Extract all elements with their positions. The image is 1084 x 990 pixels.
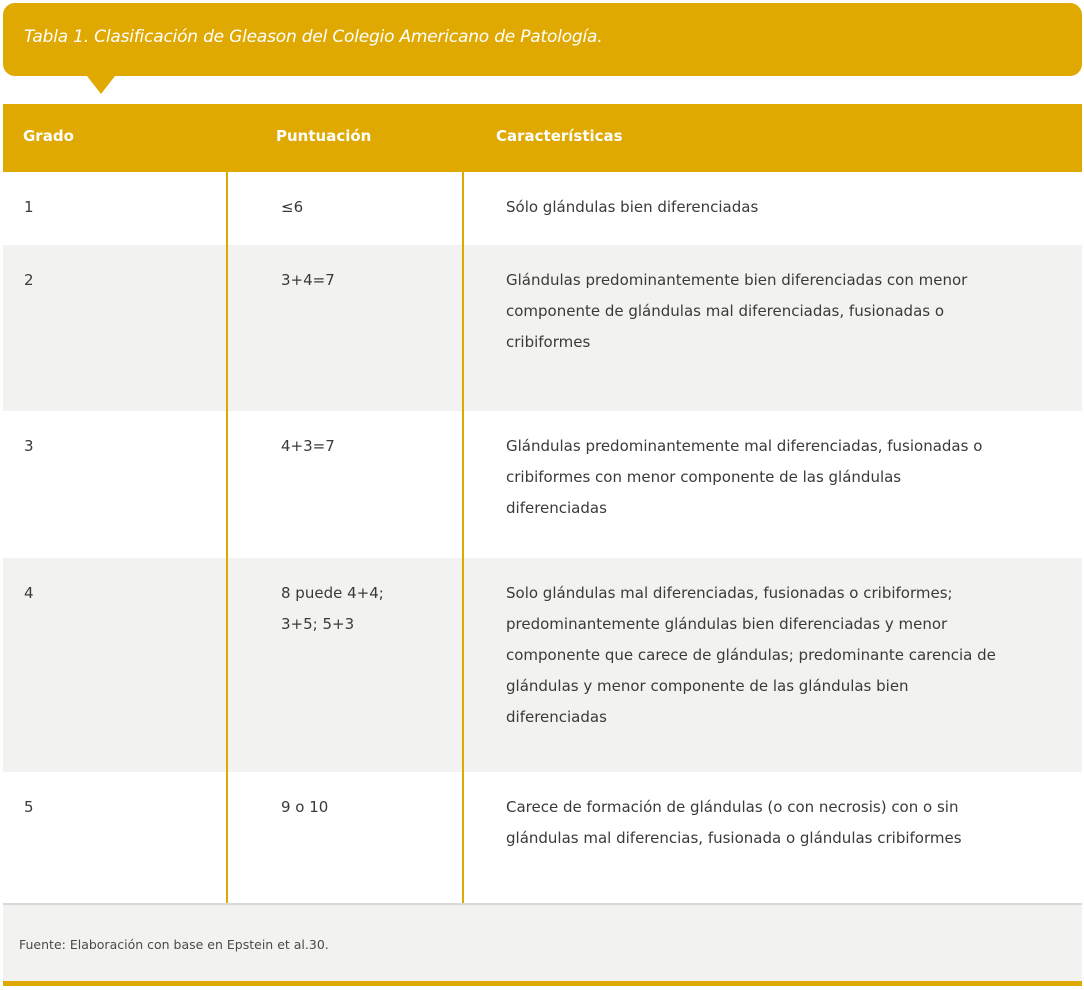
cell-caracteristicas: Sólo glándulas bien diferenciadas	[506, 198, 759, 216]
cell-grado: 1	[24, 198, 34, 216]
cell-caracteristicas: Carece de formación de glándulas (o con necrosis) con o sin glándulas mal diferencias, fusionada o glándulas cribiformes	[506, 798, 962, 847]
header-grado: Grado	[23, 127, 74, 145]
column-divider	[226, 172, 228, 903]
source-note: Fuente: Elaboración con base en Epstein et al.30.	[19, 937, 329, 952]
table-row	[3, 411, 1082, 558]
cell-grado: 5	[24, 798, 34, 816]
table-body	[3, 172, 1082, 903]
cell-grado: 3	[24, 437, 34, 455]
table-footer	[3, 903, 1082, 981]
column-divider	[462, 172, 464, 903]
header-puntuacion: Puntuación	[276, 127, 372, 145]
cell-grado: 2	[24, 271, 34, 289]
table-caption: Tabla 1. Clasificación de Gleason del Colegio Americano de Patología.	[24, 27, 603, 47]
cell-caracteristicas: Solo glándulas mal diferenciadas, fusionadas o cribiformes; predominantemente glándulas bien diferenciadas y menor componente que carece de glándulas; predominante carencia de glándulas y menor componente de las glándulas bien diferenciadas	[506, 584, 996, 726]
cell-puntuacion: 3+4=7	[281, 271, 335, 289]
bottom-accent-bar	[3, 981, 1082, 986]
table-caption-banner	[3, 3, 1082, 76]
table-header	[3, 104, 1082, 172]
cell-puntuacion: ≤6	[281, 198, 304, 216]
table-row	[3, 772, 1082, 903]
table-row	[3, 245, 1082, 411]
cell-caracteristicas: Glándulas predominantemente bien diferenciadas con menor componente de glándulas mal diferenciadas, fusionadas o cribiformes	[506, 271, 968, 351]
cell-puntuacion: 8 puede 4+4; 3+5; 5+3	[281, 584, 384, 633]
cell-puntuacion: 9 o 10	[281, 798, 329, 816]
table-row	[3, 558, 1082, 772]
cell-grado: 4	[24, 584, 34, 602]
cell-puntuacion: 4+3=7	[281, 437, 335, 455]
header-caracteristicas: Características	[496, 127, 623, 145]
table-row	[3, 172, 1082, 245]
gleason-table	[3, 104, 1082, 903]
cell-caracteristicas: Glándulas predominantemente mal diferenciadas, fusionadas o cribiformes con menor componente de las glándulas diferenciadas	[506, 437, 983, 517]
